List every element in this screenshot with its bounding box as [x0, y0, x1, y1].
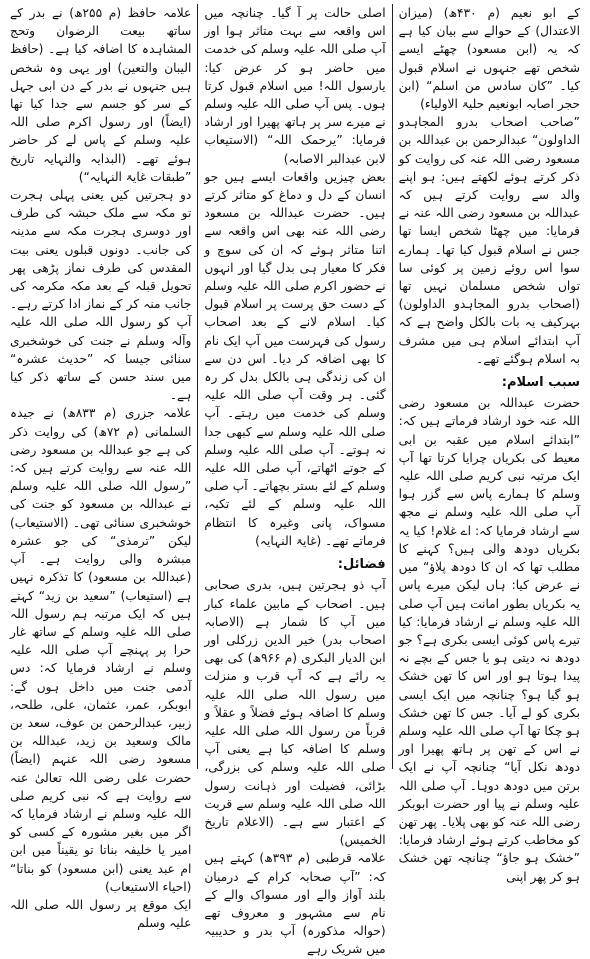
section-heading: سبب اسلام:	[501, 375, 580, 391]
column-middle	[198, 4, 392, 957]
paragraph: آپ ذو ہجرتین ہیں، بدری صحابی ہیں۔ اصحاب کے مابین علماء کبار میں آپ کا شمار ہے (الاصابہ اصحاب بدر) خیر الدین زرکلی اور ابن الدیار البکری (م ۹۶۶ھ) کی بھی یہ رائے ہے کہ آپ قرب و منزلت میں رسول اللہ صلی اللہ علیہ وسلم کا اضافہ ہوئے فضلاً و عقلاً و قرباً من رسول اللہ صلی اللہ علیہ وسلم کا اضافہ کیا ہے یعنی آپ صلی اللہ علیہ وسلم کی بزرگی، بڑائی، فضیلت اور ذہانت رسول اللہ صلی اللہ علیہ وسلم سے قربت کے اعتبار سے ہے۔ (الاعلام تاریخ الخمیس)	[204, 578, 386, 848]
section-heading: فضائل:	[337, 557, 386, 573]
paragraph: اصلی حالت پر آ گیا۔ چنانچہ میں اس واقعہ سے بہت متاثر ہوا اور آپ صلی اللہ علیہ وسلم کی خدمت میں حاضر ہو کر عرض کیا: یارسول اللہ! میں اسلام قبول کرتا ہوں۔ پس آپ صلی اللہ علیہ وسلم نے میرے سر پر ہاتھ پھیرا اور ارشاد فرمایا: ”یرحمک اللہ“ (الاستیعاب لابن عبدالبر الاصابہ)	[204, 6, 386, 166]
paragraph: کے ابو نعیم (م ۴۳۰ھ) (میزان الاعتدال) کے حوالے سے بیان کیا ہے کہ یہ (ابن مسعود) چھٹے ایسے شخص تھے جنہوں نے اسلام قبول کیا۔ ”کان سادس من اسلم“ (ابن حجر اصابہ ابونعیم حلیۃ الاولیاء)	[398, 6, 580, 112]
paragraph: حضرت عبداللہ بن مسعود رضی اللہ عنہ خود ارشاد فرماتے ہیں کہ: ”ابتدائے اسلام میں عقبہ بن ابی معیط کی بکریاں چرایا کرتا تھا آپ ایک مرتبہ نبی کریم صلی اللہ علیہ وسلم کا ہمارے پاس سے گزر ہوا آپ صلی اللہ علیہ وسلم نے مجھ سے ارشاد فرمایا کہ: اے غلام! کیا یہ بکریاں دودھ والی ہیں؟ کہنے کا مطلب تھا کہ ان کا دودھ پلاؤ“ میں نے عرض کیا: ہاں لیکن میرے پاس یہ بکریاں بطور امانت ہیں آپ صلی اللہ علیہ وسلم نے ارشاد فرمایا: کیا تیرے پاس کوئی ایسی بکری ہے؟ جو دودھ نہ دیتی ہو یا جس کے بچے نہ پیدا ہوتا ہو اور اس کا تھن خشک ہو گیا ہو؟ چنانچہ میں ایک ایسی بکری کو لے آیا۔ جس کا تھن خشک ہو چکا تھا آپ صلی اللہ علیہ وسلم نے اس کے تھن پر ہاتھ پھیرا اور دودھ نکل آیا“ چنانچہ آپ نے ایک برتن میں دودھ دوہا۔ آپ صلی اللہ علیہ وسلم نے پیا اور حضرت ابوبکر رضی اللہ عنہ کو بھی پلایا۔ پھر تھن کو مخاطب کرتے ہوئے ارشاد فرمایا: ”خشک ہو جاؤ“ چنانچہ تھن خشک ہو کر پھر اپنی	[398, 396, 580, 884]
paragraph: ”صاحب اصحاب بدرو المجاہدو الداولون“ عبدالرحمن بن عبداللہ بن مسعود رضی اللہ عنہ کی روایت کو ذکر کرتے ہوئے لکھتے ہیں: ہو اپنے والد سے روایت کرتے ہیں کہ عبداللہ بن مسعود رضی اللہ عنہ نے فرمایا: میں چھٹا شخص ایسا تھا جس نے اسلام قبول کیا تھا۔ ہمارے سوا اس روئے زمین پر کوئی سا تواں شخص مسلمان نہیں تھا (اصحاب بدرو المجاہدو الداولون) بہرکیف یہ بات بالکل واضح ہے کہ آپ ابتدائے اسلام ہی میں مشرف بہ اسلام ہوگئے تھے۔	[398, 115, 580, 366]
paragraph: دو ہجرتیں کیں یعنی پہلی ہجرت تو مکہ سے ملک حبشہ کی طرف اور دوسری ہجرت مکہ سے مدینہ کی جانب۔ دونوں قبلوں یعنی بیت المقدس کی طرف نماز پڑھی پھر تحویل قبلہ کے بعد مکہ مکرمہ کی جانب منہ کر کے نماز ادا کرتے رہے۔ آپ کو رسول اللہ صلی اللہ علیہ وآلہ وسلم نے جنت کی خوشخبری سنائی جیسا کہ ”حدیث عشرہ“ میں سند حسن کے ساتھ ذکر کیا ہے۔	[10, 188, 192, 403]
column-right	[393, 4, 586, 884]
paragraph: علامہ جزری (م ۸۳۳ھ) نے جیدہ السلمانی (م ۷۲ھ) کی روایت ذکر کی ہے جو عبداللہ بن مسعود رضی اللہ عنہ سے روایت کرتے ہیں کہ: ”رسول اللہ صلی اللہ علیہ وسلم نے عبداللہ بن مسعود کو جنت کی خوشخبری سنائی تھی۔ (الاستیعاب) لیکن ”ترمذی“ کی جو عشرہ مبشرہ والی روایت ہے۔ آپ (عبداللہ بن مسعود) کا تذکرہ نہیں ہے (استیعاب) ”سعید بن زید“ کہتے ہیں کہ ایک مرتبہ ہم رسول اللہ صلی اللہ علیہ وسلم کے ساتھ غار حرا پر پہنچے آپ صلی اللہ علیہ وسلم نے ارشاد فرمایا کہ: دس آدمی جنت میں داخل ہوں گے: ابوبکر، عمر، عثمان، علی، طلحہ، زبیر، عبدالرحمن بن عوف، سعد بن مالک وسعید بن زید، عبداللہ بن مسعود رضی اللہ عنہم (ایضاً) حضرت علی رضی اللہ تعالیٰ عنہ سے روایت ہے کہ نبی کریم صلی اللہ علیہ وسلم نے ارشاد فرمایا کہ اگر میں بغیر مشورہ کے کسی کو امیر یا خلیفہ بناتا تو یقیناً میں ابن ام عبد یعنی (ابن مسعود) کو بناتا“ (احیاء الاستیعاب)	[10, 406, 192, 894]
column-left	[4, 4, 198, 931]
paragraph: بعض چیزیں واقعات ایسے ہیں جو انسان کے دل و دماغ کو متاثر کرتے ہیں۔ حضرت عبداللہ بن مسعود رضی اللہ عنہ بھی اس واقعہ سے اتنا متاثر ہوئے کہ ان کی سوچ و فکر کا معیار ہی بدل گیا اور انہوں نے حضور اکرم صلی اللہ علیہ وسلم کے دست حق پرست پر اسلام قبول کیا۔ اسلام لانے کے بعد اصحاب رسول کی فہرست میں آپ ایک نام کا بھی اضافہ کر دیا۔ اس دن سے ان کی زندگی ہی بالکل بدل کر رہ گئی۔ ہر وقت آپ صلی اللہ علیہ وسلم کی خدمت میں رہتے۔ آپ صلی اللہ علیہ وسلم سے کبھی جدا نہ ہوتے۔ آپ صلی اللہ علیہ وسلم کے جوتے اٹھاتے، آپ صلی اللہ علیہ وسلم کے لئے بستر بچھاتے۔ آپ صلی اللہ علیہ وسلم کے لئے تکیہ، مسواک، پانی وغیرہ کا انتظام فرماتے تھے۔ (غایۃ النہایہ)	[204, 169, 386, 548]
paragraph: ایک موقع پر رسول اللہ صلی اللہ علیہ وسلم	[10, 897, 192, 931]
paragraph: علامہ حافظ (م ۲۵۵ھ) نے بدر کے ساتھ بیعت الرضوان وتحج المشاہدہ کا اضافہ کیا ہے۔ (حافظ الیبان والتعین) اور یہی وہ شخص ہیں جنہوں نے بدر کے دن ابی جہل کے سر کو جسم سے جدا کیا تھا (ایضاً) اور رسول اکرم صلی اللہ علیہ وسلم کے پاس لے کر حاضر ہوئے تھے۔ (البدایہ والنہایہ تاریخ ”طبقات غایۃ النہایہ“)	[10, 6, 192, 184]
paragraph: علامہ قرطبی (م ۳۹۳ھ) کہتے ہیں کہ: ”آپ صحابہ کرام کے درمیان بلند آواز والے اور مسواک والے کے نام سے مشہور و معروف تھے (حوالہ مذکورہ) آپ بدر و حدیبیہ میں شریک رہے	[204, 851, 386, 957]
